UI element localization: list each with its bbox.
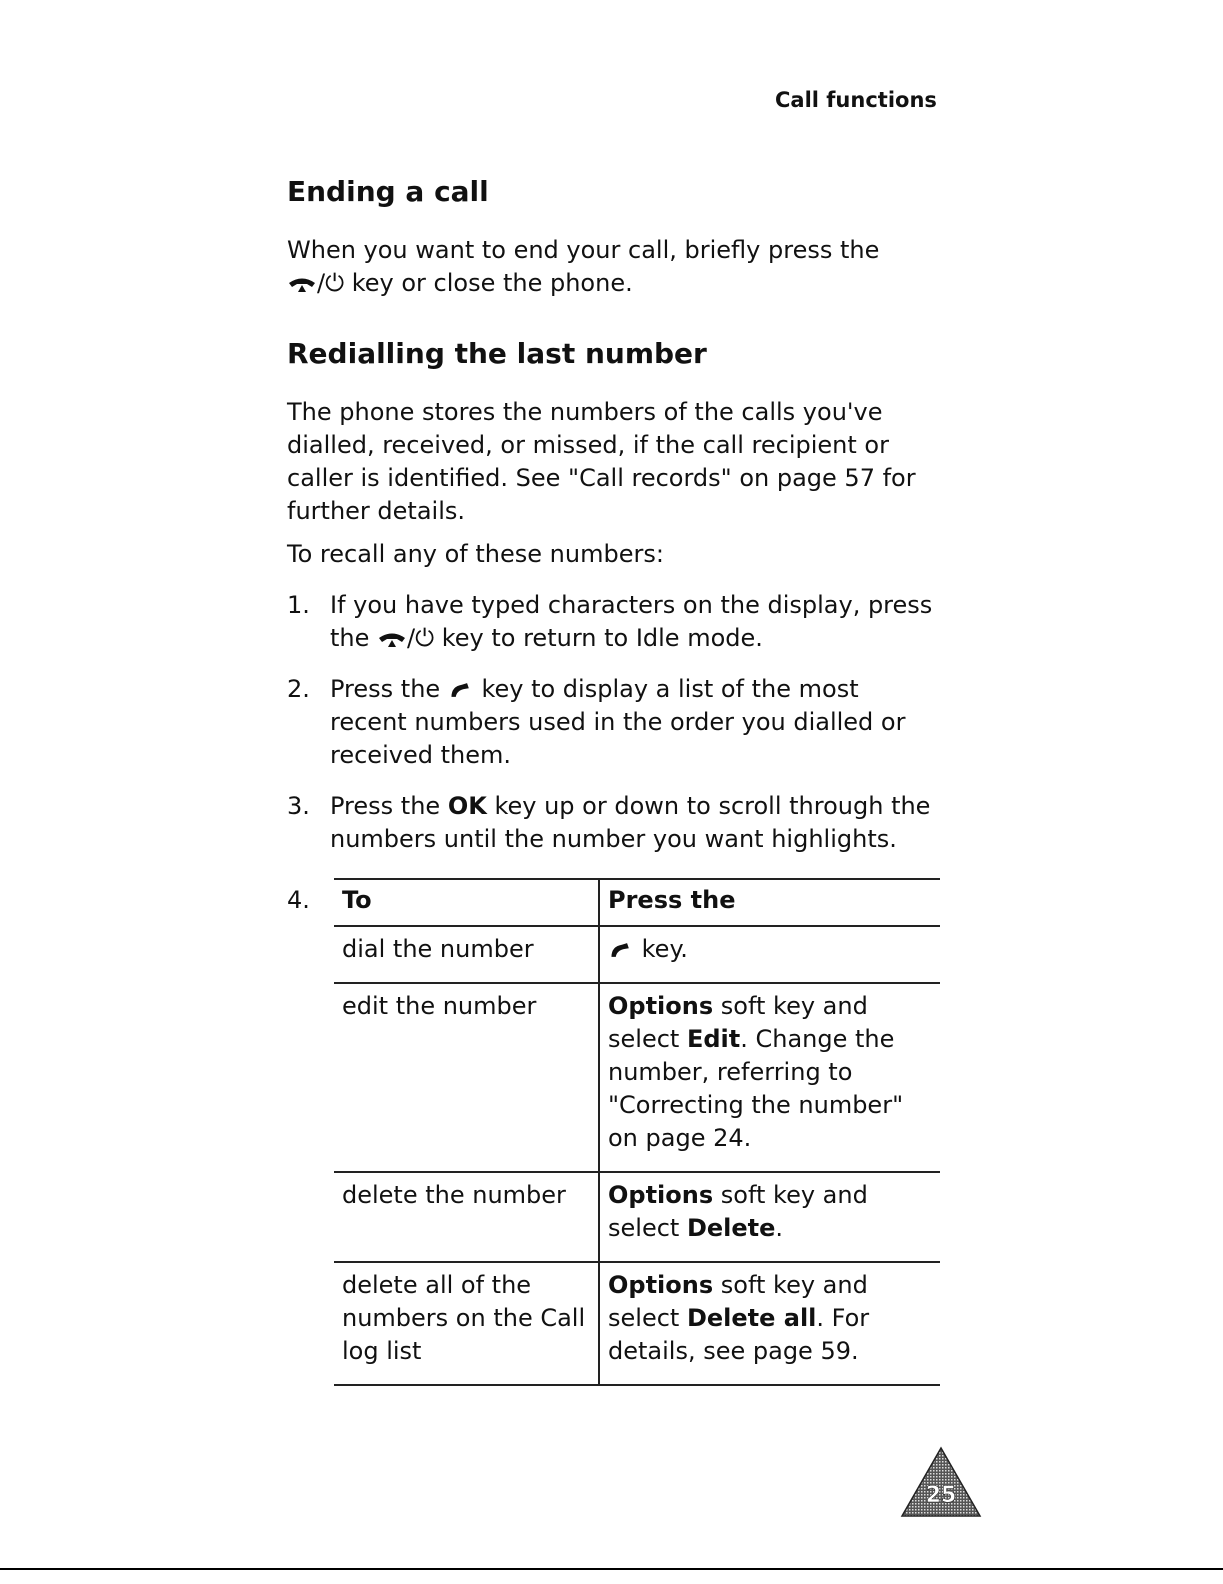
ending-call-text-1: When you want to end your call, briefly press the — [287, 236, 880, 264]
table-cell-to: delete the number — [334, 1172, 599, 1262]
table-cell-press — [599, 926, 940, 983]
send-key-icon — [608, 940, 634, 960]
press-text: . For details, see page 59. — [608, 1304, 870, 1365]
send-key-icon — [448, 680, 474, 700]
page-number: 25 — [925, 1483, 957, 1508]
ending-call-text — [287, 234, 937, 300]
table-cell-press — [599, 1262, 940, 1385]
step-text-a: Press the — [330, 792, 448, 820]
options-key-label: Options — [608, 1271, 714, 1299]
table-cell-to: edit the number — [334, 983, 599, 1172]
step-number: 1. — [287, 591, 310, 619]
press-text: soft key and select — [608, 1271, 868, 1332]
step-2 — [287, 673, 937, 772]
end-call-key-icon — [377, 629, 407, 649]
table-cell-press — [599, 983, 940, 1172]
press-text: soft key and select — [608, 992, 868, 1053]
step-text-a: Press the — [330, 675, 448, 703]
step-number: 4. — [287, 886, 310, 914]
table-cell-to: delete all of the numbers on the Call log list — [334, 1262, 599, 1385]
end-call-key-icon — [287, 274, 317, 294]
ending-call-heading: Ending a call — [287, 175, 489, 208]
end-call-key-suffix: /⏻ — [317, 269, 345, 297]
table-cell-press — [599, 1172, 940, 1262]
end-call-key-suffix: /⏻ — [407, 624, 435, 652]
step-text-b: key to display a list of the most recent numbers used in the order you dialled or received them. — [330, 675, 906, 769]
redial-options-table — [334, 878, 940, 1386]
redial-paragraph-1: The phone stores the numbers of the calls you've dialled, received, or missed, if the call recipient or caller is identified. See "Call records" on page 57 for further details. — [287, 398, 916, 525]
redial-heading: Redialling the last number — [287, 337, 707, 370]
press-text: soft key and select — [608, 1181, 868, 1242]
step-4 — [287, 878, 937, 1386]
options-key-label: Options — [608, 992, 714, 1020]
ending-call-text-2: key or close the phone. — [344, 269, 633, 297]
options-key-label: Options — [608, 1181, 714, 1209]
page-content — [287, 172, 937, 1386]
step-3 — [287, 790, 937, 856]
press-text: . Change the number, referring to "Correcting the number" on page 24. — [608, 1025, 904, 1152]
page-bottom-rule — [0, 1568, 1223, 1584]
redial-steps — [287, 589, 937, 856]
press-text: . — [775, 1214, 784, 1242]
table-header-row — [334, 879, 940, 926]
step-text-a: If you have typed characters on the display, press the — [330, 591, 933, 652]
menu-option-label: Edit — [686, 1025, 741, 1053]
column-header-to: To — [334, 879, 599, 926]
step-number: 3. — [287, 792, 310, 820]
menu-option-label: Delete all — [686, 1304, 817, 1332]
menu-option-label: Delete — [686, 1214, 776, 1242]
step-text-b: key to return to Idle mode. — [434, 624, 763, 652]
section-header: Call functions — [775, 88, 937, 112]
step-number: 2. — [287, 675, 310, 703]
table-cell-to: dial the number — [334, 926, 599, 983]
page-number-badge — [900, 1446, 982, 1518]
step-text-b: key up or down to scroll through the numbers until the number you want highlights. — [330, 792, 931, 853]
table-row — [334, 926, 940, 983]
redial-section — [287, 334, 937, 1386]
press-text: key. — [634, 935, 688, 963]
ok-key-label: OK — [447, 792, 487, 820]
ending-call-section — [287, 172, 937, 300]
table-row — [334, 983, 940, 1172]
column-header-press: Press the — [599, 879, 940, 926]
redial-paragraph-2: To recall any of these numbers: — [287, 540, 664, 568]
step-1 — [287, 589, 937, 655]
table-row — [334, 1172, 940, 1262]
table-row — [334, 1262, 940, 1385]
